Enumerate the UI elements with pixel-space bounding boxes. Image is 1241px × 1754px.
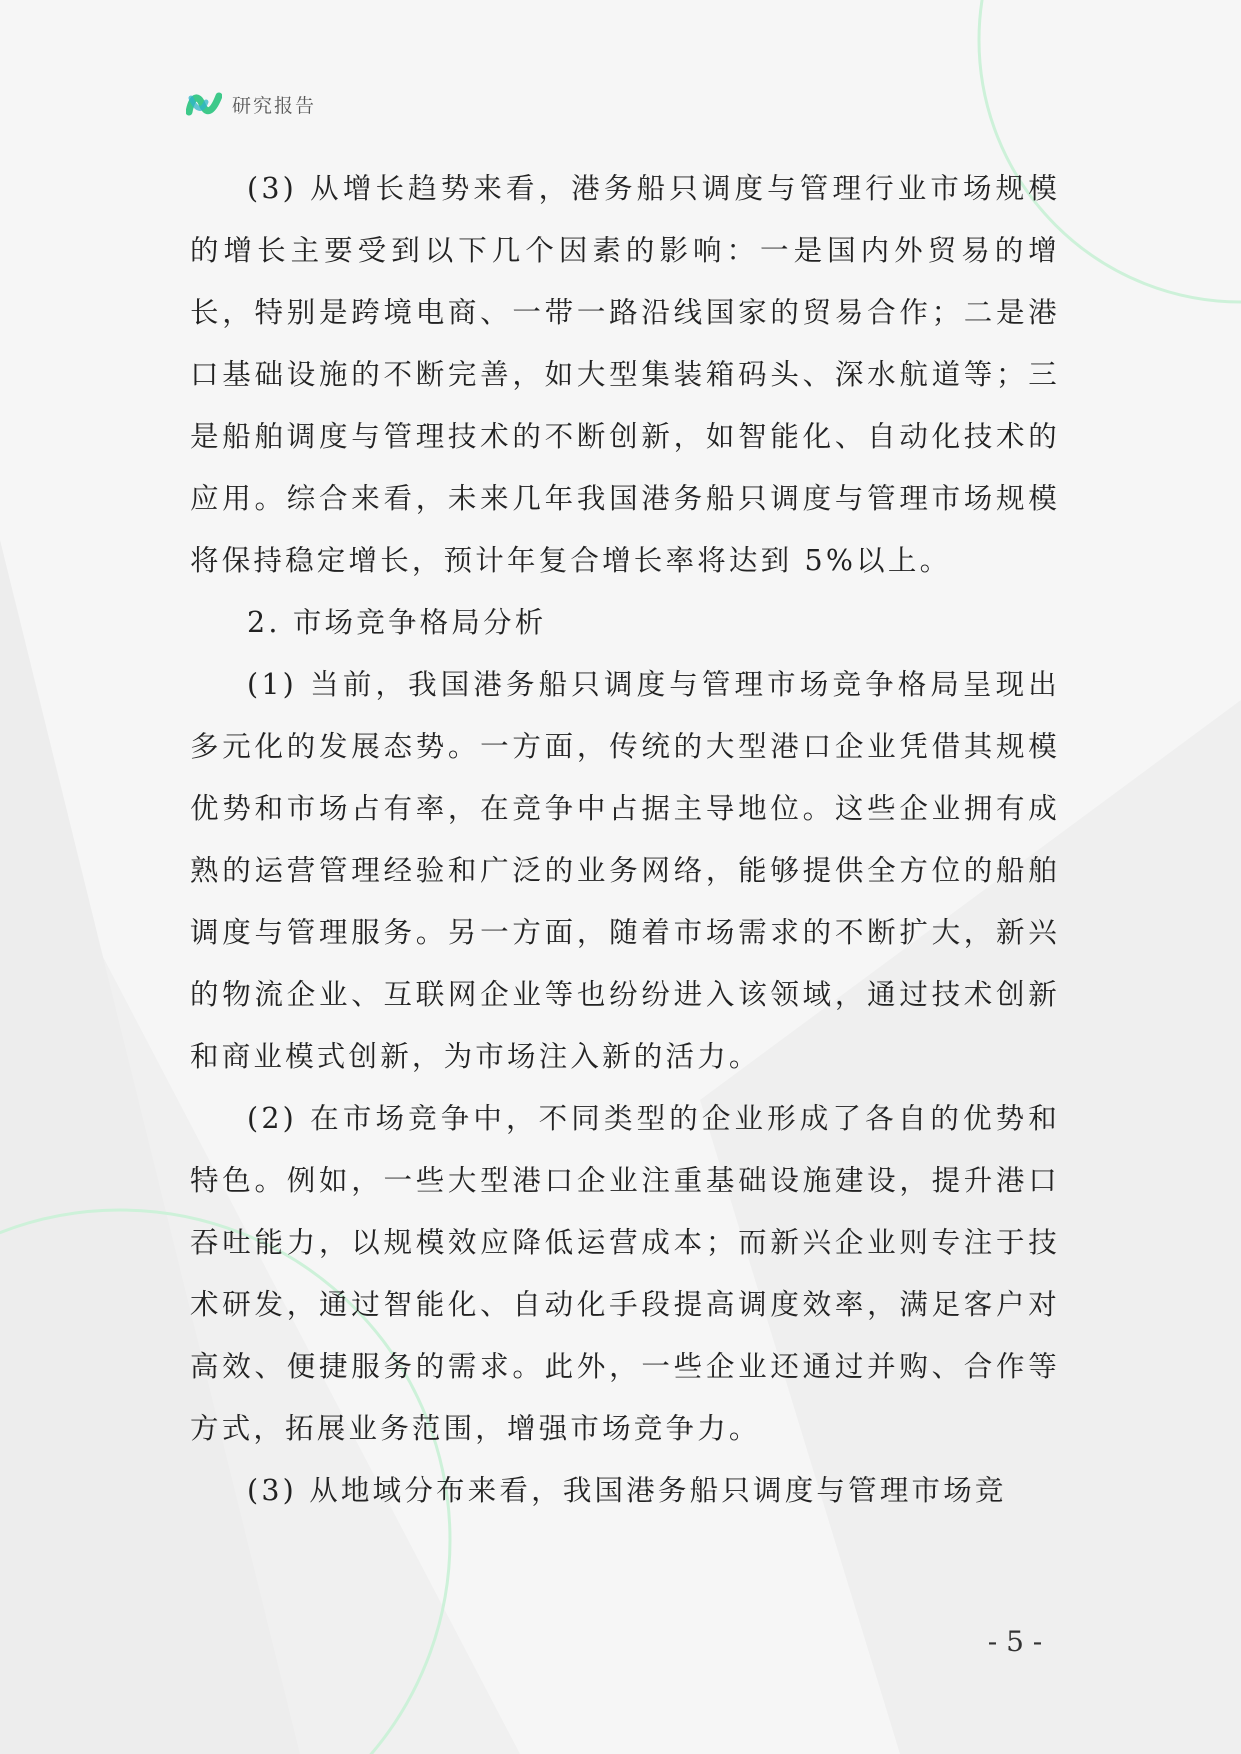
brand-logo-icon [186,90,222,118]
section-heading-competition: 2. 市场竞争格局分析 [247,606,547,639]
paragraph-competition-1: (1) 当前，我国港务船只调度与管理市场竞争格局呈现出多元化的发展态势。一方面，传统的大型港口企业凭借其规模优势和市场占有率，在竞争中占据主导地位。这些企业拥有成熟的运营管理经验和广泛的业务网络，能够提供全方位的船舶调度与管理服务。另一方面，随着市场需求的不断扩大，新兴的物流企业、互联网企业等也纷纷进入该领域，通过技术创新和商业模式创新，为市场注入新的活力。 [190,668,1060,1073]
header-title: 研究报告 [232,94,317,117]
paragraph-competition-2: (2) 在市场竞争中，不同类型的企业形成了各自的优势和特色。例如，一些大型港口企业注重基础设施建设，提升港口吞吐能力，以规模效应降低运营成本；而新兴企业则专注于技术研发，通过智能化、自动化手段提高调度效率，满足客户对高效、便捷服务的需求。此外，一些企业还通过并购、合作等方式，拓展业务范围，增强市场竞争力。 [190,1102,1060,1445]
document-body [190,158,1060,1522]
page-number: - 5 - [987,1625,1043,1658]
paragraph-growth-trend: (3) 从增长趋势来看，港务船只调度与管理行业市场规模的增长主要受到以下几个因素的影响：一是国内外贸易的增长，特别是跨境电商、一带一路沿线国家的贸易合作；二是港口基础设施的不断完善，如大型集装箱码头、深水航道等；三是船舶调度与管理技术的不断创新，如智能化、自动化技术的应用。综合来看，未来几年我国港务船只调度与管理市场规模将保持稳定增长，预计年复合增长率将达到 5%以上。 [190,172,1060,577]
paragraph-competition-3: (3) 从地域分布来看，我国港务船只调度与管理市场竞 [247,1474,1007,1507]
page-header [186,90,316,118]
